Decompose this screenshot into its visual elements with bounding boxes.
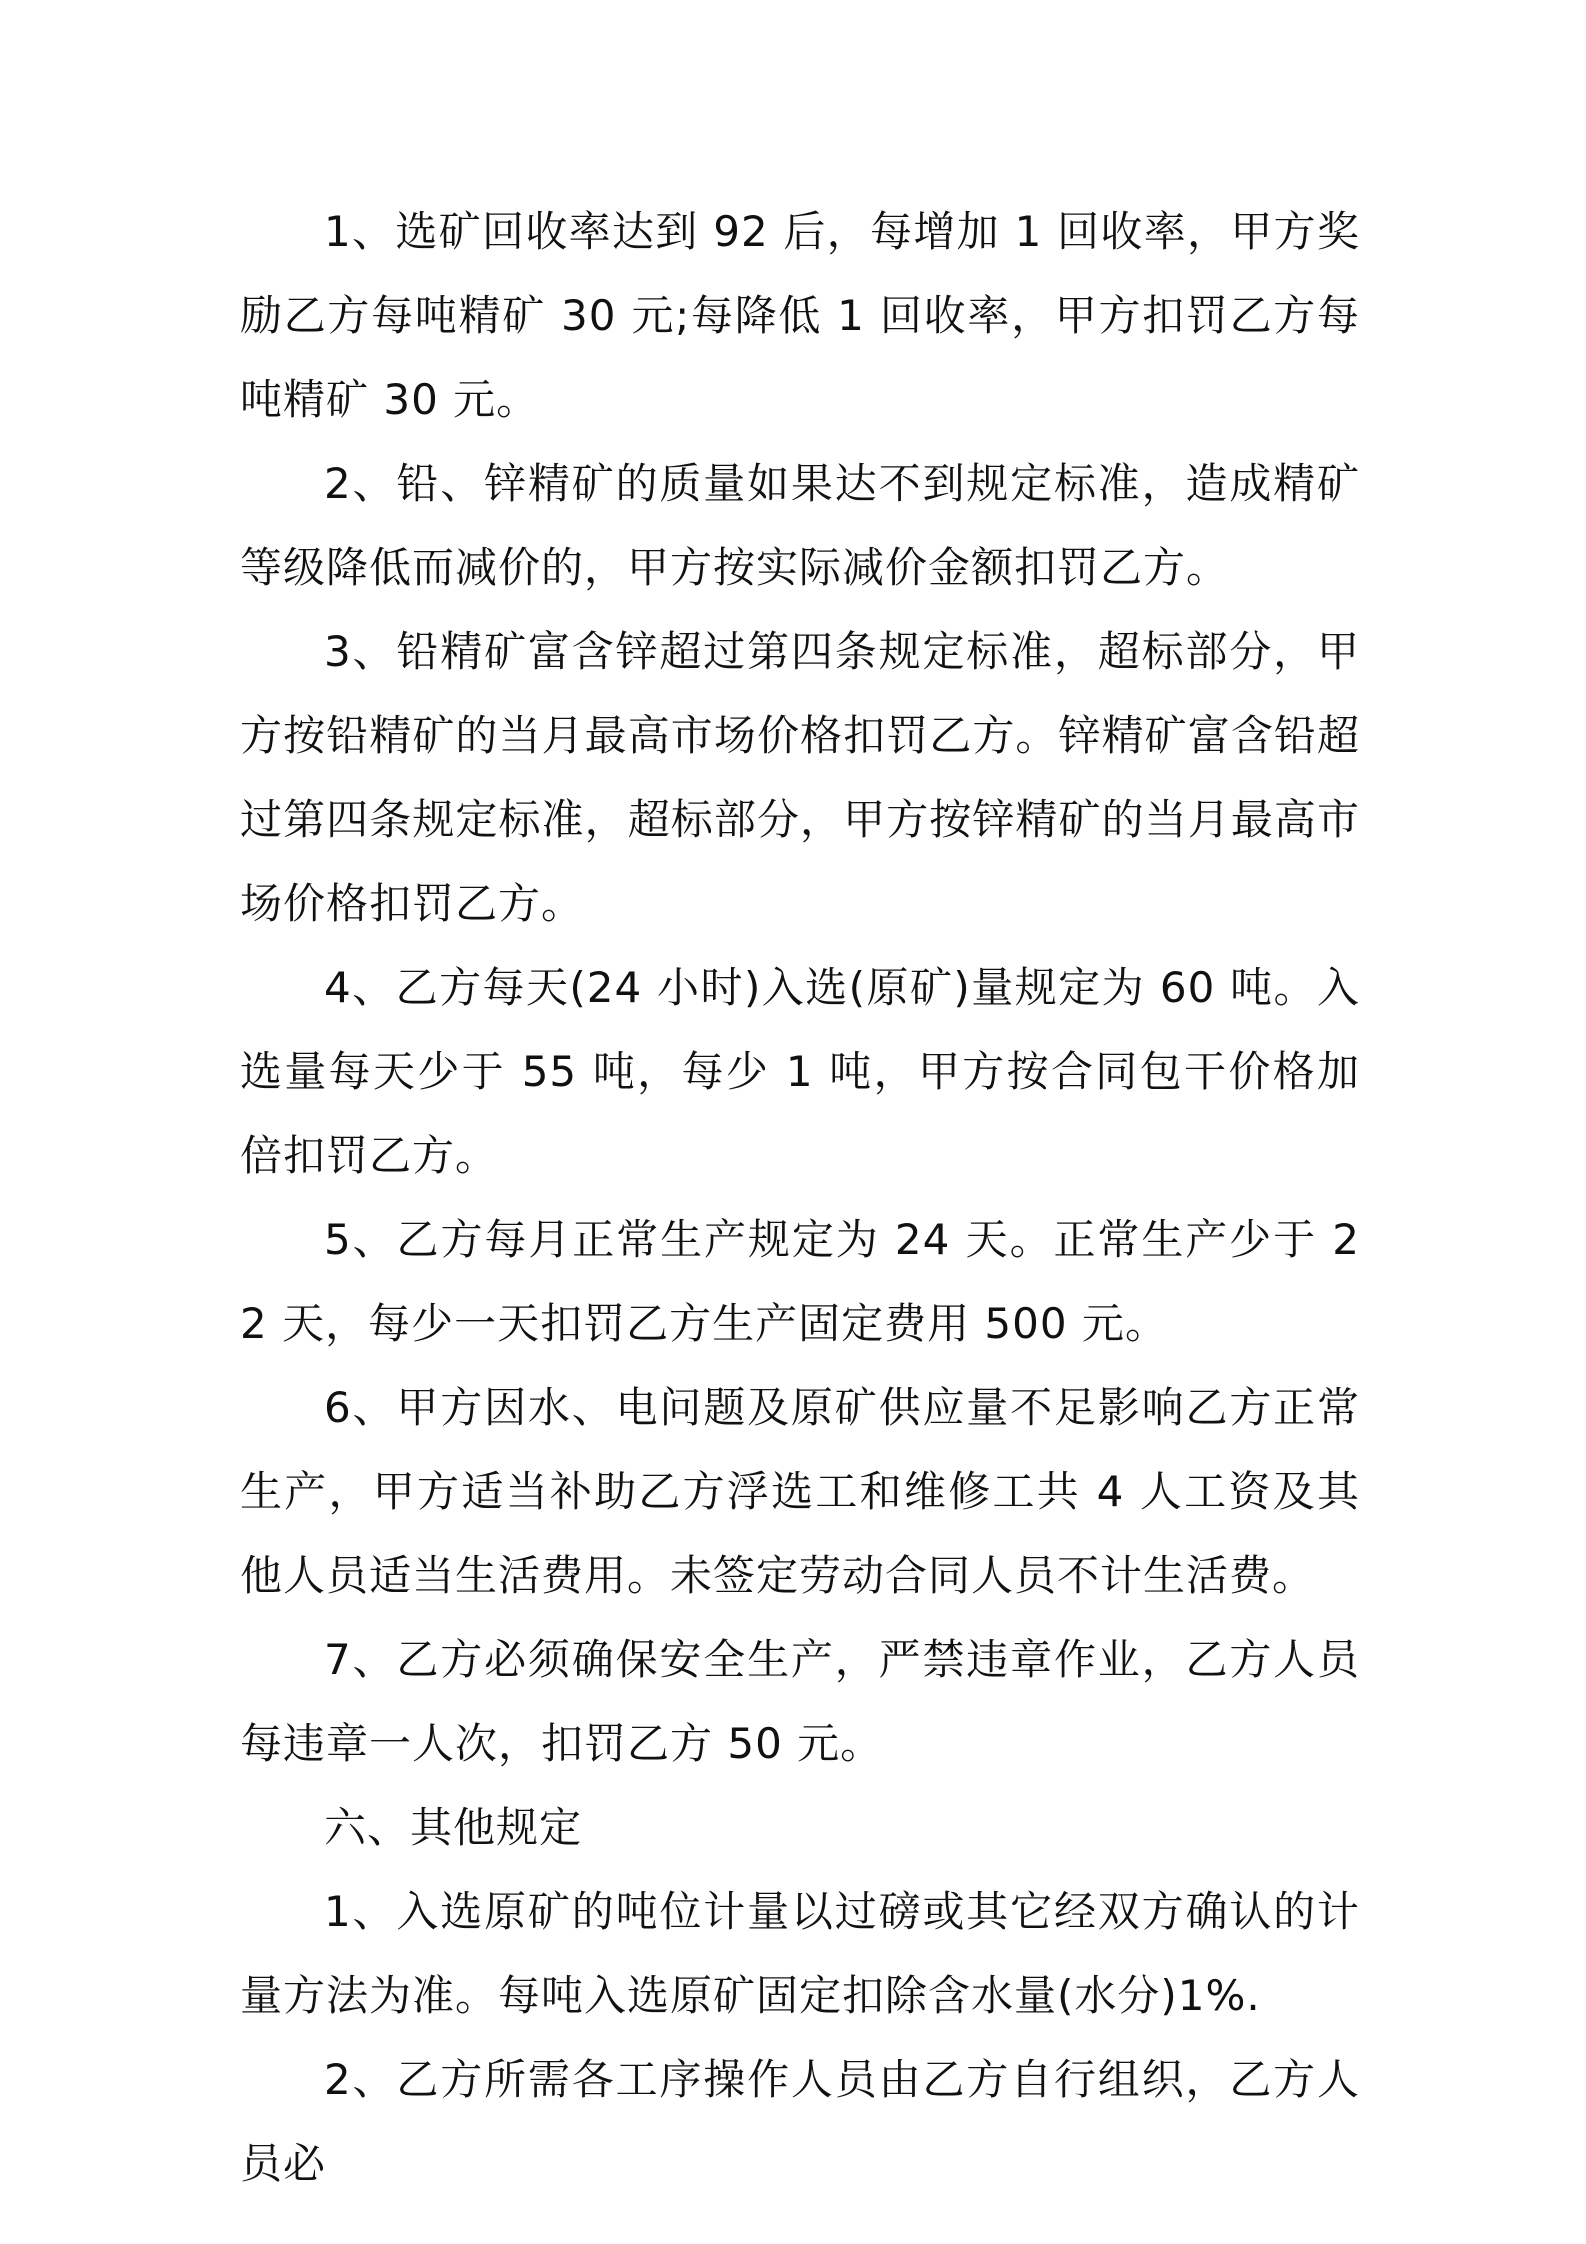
- document-body: [240, 190, 1360, 2206]
- paragraph-clause-1: 1、选矿回收率达到 92 后，每增加 1 回收率，甲方奖励乙方每吨精矿 30 元;每降低 1 回收率，甲方扣罚乙方每吨精矿 30 元。: [240, 207, 1360, 424]
- paragraph-clause-6: 6、甲方因水、电问题及原矿供应量不足影响乙方正常生产，甲方适当补助乙方浮选工和维修工共 4 人工资及其他人员适当生活费用。未签定劳动合同人员不计生活费。: [240, 1383, 1360, 1600]
- section-heading-other-provisions: 六、其他规定: [324, 1803, 583, 1852]
- paragraph-clause-4: 4、乙方每天(24 小时)入选(原矿)量规定为 60 吨。入选量每天少于 55 吨，每少 1 吨，甲方按合同包干价格加倍扣罚乙方。: [240, 963, 1360, 1180]
- paragraph-clause-7: 7、乙方必须确保安全生产，严禁违章作业，乙方人员每违章一人次，扣罚乙方 50 元。: [240, 1635, 1360, 1768]
- paragraph-clause-2: 2、铅、锌精矿的质量如果达不到规定标准，造成精矿等级降低而减价的，甲方按实际减价金额扣罚乙方。: [240, 459, 1360, 592]
- paragraph-other-2: 2、乙方所需各工序操作人员由乙方自行组织，乙方人员必: [240, 2055, 1360, 2188]
- paragraph-clause-3: 3、铅精矿富含锌超过第四条规定标准，超标部分，甲方按铅精矿的当月最高市场价格扣罚乙方。锌精矿富含铅超过第四条规定标准，超标部分，甲方按锌精矿的当月最高市场价格扣罚乙方。: [240, 627, 1360, 928]
- paragraph-clause-5: 5、乙方每月正常生产规定为 24 天。正常生产少于 22 天，每少一天扣罚乙方生产固定费用 500 元。: [240, 1215, 1360, 1348]
- paragraph-other-1: 1、入选原矿的吨位计量以过磅或其它经双方确认的计量方法为准。每吨入选原矿固定扣除含水量(水分)1%.: [240, 1887, 1360, 2020]
